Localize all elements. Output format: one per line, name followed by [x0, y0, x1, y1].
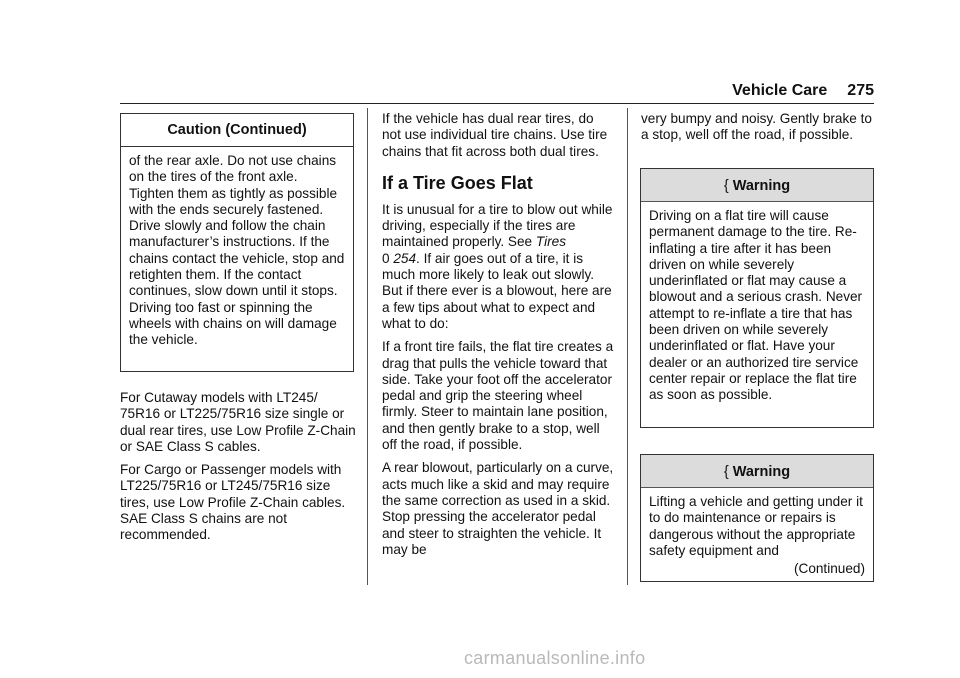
- header-rule: [120, 103, 874, 104]
- continued-paragraph: very bumpy and noisy. Gently brake to a stop, well off the road, if possible.: [641, 111, 872, 143]
- cutaway-paragraph: For Cutaway models with LT245/ 75R16 or LT225/75R16 size single or dual rear tires, use Low Profile Z-Chain or SAE Class S cables.: [120, 390, 356, 454]
- warning-1-body: Driving on a flat tire will cause permanent damage to the tire. Re-inflating a tire after it has been driven on while severely underinflated or flat may cause a blowout and a serious crash. Never attempt to re-inflate a tire that has been driven on while severely underinflated or flat. Have your dealer or an authorized tire service center repair or replace the flat tire as soon as possible.: [649, 208, 863, 403]
- column-divider-1: [367, 108, 368, 585]
- section-heading: If a Tire Goes Flat: [382, 172, 533, 193]
- warning-box-2: [640, 454, 874, 582]
- column-2-text: [382, 111, 614, 565]
- column-1-text: [120, 390, 356, 551]
- front-tire-paragraph: If a front tire fails, the flat tire creates a drag that pulls the vehicle toward that side. Take your foot off the accelerator pedal and grip the steering wheel firmly. Steer to maintain lane position, and then gently brake to a stop, well off the road, if possible.: [382, 339, 614, 453]
- blowout-text-start: It is unusual for a tire to blow out while driving, especially if the tires are maintained properly. See: [382, 201, 613, 250]
- cargo-paragraph: For Cargo or Passenger models with LT225/75R16 or LT245/75R16 size tires, use Low Profile Z-Chain cables. SAE Class S chains are not recommended.: [120, 462, 346, 543]
- warning-2-body: [641, 488, 873, 583]
- column-3-intro: [641, 111, 877, 151]
- section-title: Vehicle Care: [732, 82, 828, 99]
- caution-body: of the rear axle. Do not use chains on the tires of the front axle. Tighten them as tightly as possible with the ends securely fastened. Drive slowly and follow the chain manufacturer’s instructions. If the chains contact the vehicle, stop and retighten them. If the contact continues, slow down until it stops. Driving too fast or spinning the wheels with chains on will damage the vehicle.: [129, 153, 345, 348]
- watermark: carmanualsonline.info: [464, 648, 646, 668]
- blowout-paragraph: [382, 202, 614, 332]
- warning-2-title: Warning: [732, 464, 791, 480]
- warning-1-title: Warning: [732, 178, 791, 194]
- page-number: 275: [847, 82, 874, 99]
- rear-blowout-paragraph: A rear blowout, particularly on a curve, acts much like a skid and may require the same correction as used in a skid. Stop pressing the accelerator pedal and steer to straighten the vehicle. It may be: [382, 460, 614, 557]
- caution-box: [120, 113, 354, 372]
- page-ref-number[interactable]: 254: [393, 250, 417, 266]
- page-header: [120, 80, 874, 104]
- caution-title: Caution (Continued): [121, 114, 353, 147]
- warning-box-1: [640, 168, 874, 428]
- page-ref-symbol: 0: [382, 250, 390, 266]
- dual-tires-paragraph: If the vehicle has dual rear tires, do not use individual tire chains. Use tire chains that fit across both dual tires.: [382, 111, 608, 159]
- tires-link[interactable]: Tires: [535, 234, 566, 250]
- column-divider-2: [627, 108, 628, 585]
- blowout-text-end: . If air goes out of a tire, it is much more likely to leak out slowly. But if there ever is a blowout, here are a few tips about what to expect and what to do:: [382, 250, 612, 331]
- warning-2-text: Lifting a vehicle and getting under it to do maintenance or repairs is dangerous without the appropriate safety equipment and: [649, 494, 863, 558]
- warning-1-header: [641, 169, 873, 202]
- header-title: [732, 82, 874, 100]
- warning-icon: {: [723, 178, 729, 194]
- warning-2-header: [641, 455, 873, 488]
- continued-label: (Continued): [793, 561, 865, 577]
- warning-icon: {: [723, 464, 729, 480]
